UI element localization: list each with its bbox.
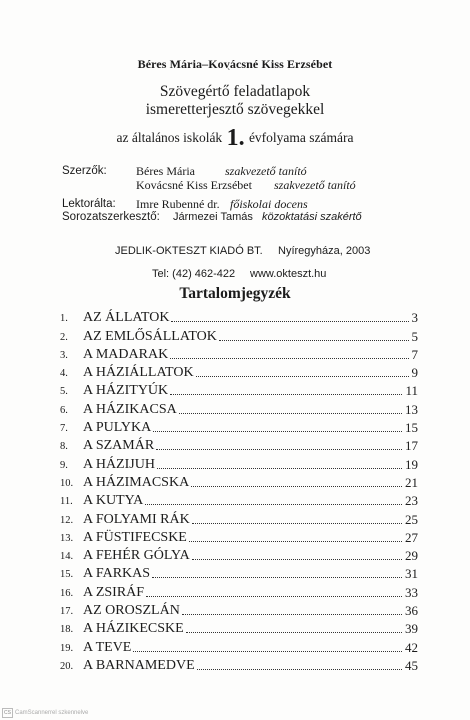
subtitle [0, 125, 470, 152]
toc-entry-title: A MADARAK [83, 346, 169, 362]
toc-entry-number: 18. [60, 624, 74, 636]
toc-entry-number: 7. [60, 423, 68, 435]
toc-entry [60, 472, 418, 490]
camscanner-icon: CS [2, 708, 13, 718]
subtitle-suffix: évfolyama számára [248, 130, 354, 145]
toc-title: Tartalomjegyzék [179, 285, 291, 302]
toc-entry-page: 36 [405, 603, 418, 619]
toc-entry-number: 19. [60, 642, 74, 654]
author1-role: szakvezető tanító [225, 164, 307, 178]
reviewer-label: Lektorálta: [62, 198, 116, 210]
toc-entry [60, 490, 418, 508]
toc-entry-title: A PULYKA [83, 420, 152, 436]
toc-entry-page: 21 [405, 474, 418, 490]
series-editor-label: Sorozatszerkesztő: [62, 211, 160, 223]
toc-entry-title: A FEHÉR GÓLYA [83, 548, 190, 564]
publisher-phone: Tel: (42) 462-422 [152, 268, 236, 280]
series-editor-name: Jármezei Tamás [173, 211, 253, 223]
toc-entry-number: 11. [60, 496, 73, 508]
toc-entry-number: 15. [60, 569, 74, 581]
toc-entry-page: 42 [405, 639, 418, 655]
toc-entry-page: 39 [405, 621, 418, 637]
subtitle-prefix: az általános iskolák [116, 130, 223, 145]
dot-leader [145, 504, 402, 505]
toc-entry-page: 11 [405, 383, 418, 399]
reviewer-name: Imre Rubenné dr. [136, 197, 220, 211]
toc-entry [60, 563, 418, 581]
table-of-contents [60, 307, 418, 673]
toc-entry-number: 16. [60, 587, 74, 599]
toc-entry-page: 23 [405, 493, 418, 509]
toc-entry-title: A FÜSTIFECSKE [83, 529, 187, 545]
toc-entry-title: A SZAMÁR [83, 438, 155, 454]
toc-entry-number: 5. [60, 386, 68, 398]
dot-leader [152, 577, 402, 578]
reviewer-role: főiskolai docens [230, 197, 308, 211]
author2-role: szakvezető tanító [274, 178, 356, 192]
toc-entry [60, 581, 418, 599]
dot-leader [192, 523, 402, 524]
dot-leader [191, 486, 402, 487]
toc-entry [60, 527, 418, 545]
dot-leader [157, 468, 402, 469]
toc-entry-title: A TEVE [83, 639, 132, 655]
dot-leader [170, 394, 402, 395]
series-editor-role: közoktatási szakértő [262, 211, 362, 223]
stray-mark: ` [227, 68, 231, 79]
toc-entry-page: 29 [405, 548, 418, 564]
toc-entry-page: 3 [411, 310, 418, 326]
toc-entry-title: A KUTYA [83, 493, 144, 509]
toc-entry [60, 325, 418, 343]
publisher-place-year: Nyíregyháza, 2003 [278, 245, 371, 257]
toc-entry-title: AZ OROSZLÁN [83, 603, 180, 619]
toc-entry-number: 6. [60, 404, 68, 416]
toc-entry [60, 453, 418, 471]
toc-entry [60, 417, 418, 435]
dot-leader [192, 559, 402, 560]
toc-entry-title: A HÁZIKECSKE [83, 621, 184, 637]
dot-leader [170, 358, 408, 359]
toc-entry-number: 1. [60, 313, 68, 325]
dot-leader [156, 449, 402, 450]
author2-name: Kovácsné Kiss Erzsébet [136, 178, 252, 192]
toc-entry-page: 7 [411, 346, 418, 362]
toc-entry [60, 508, 418, 526]
toc-entry-title: A HÁZIKACSA [83, 401, 177, 417]
toc-entry-title: A FOLYAMI RÁK [83, 511, 190, 527]
toc-entry [60, 545, 418, 563]
toc-entry-number: 8. [60, 441, 68, 453]
scanner-watermark [2, 708, 88, 718]
toc-entry-page: 13 [405, 401, 418, 417]
toc-entry [60, 307, 418, 325]
toc-entry-page: 33 [405, 584, 418, 600]
toc-entry-page: 17 [405, 438, 418, 454]
toc-entry [60, 655, 418, 673]
toc-entry-page: 25 [405, 511, 418, 527]
dot-leader [179, 413, 402, 414]
toc-entry-page: 15 [405, 420, 418, 436]
toc-entry-number: 13. [60, 532, 74, 544]
publisher-name: JEDLIK-OKTESZT KIADÓ BT. [115, 245, 263, 257]
toc-entry [60, 435, 418, 453]
title-line-2: ismeretterjesztő szövegekkel [145, 101, 325, 118]
toc-entry-number: 12. [60, 514, 74, 526]
toc-entry [60, 362, 418, 380]
toc-entry [60, 618, 418, 636]
toc-entry [60, 344, 418, 362]
watermark-text: CamScannerrel szkennelve [15, 710, 89, 716]
toc-entry-page: 27 [405, 529, 418, 545]
toc-entry-page: 31 [405, 566, 418, 582]
toc-entry [60, 380, 418, 398]
toc-entry [60, 398, 418, 416]
toc-entry-title: AZ EMLŐSÁLLATOK [83, 328, 217, 344]
toc-entry-page: 45 [405, 657, 418, 673]
toc-entry-title: A FARKAS [83, 566, 151, 582]
title-line-1: Szövegértő feladatlapok [159, 83, 311, 100]
dot-leader [153, 431, 402, 432]
dot-leader [189, 541, 402, 542]
dot-leader [186, 632, 402, 633]
authors-label: Szerzők: [62, 165, 107, 177]
dot-leader [196, 376, 409, 377]
toc-entry-title: AZ ÁLLATOK [83, 310, 170, 326]
toc-entry-number: 2. [60, 331, 68, 343]
publisher-website: www.okteszt.hu [250, 268, 327, 280]
subtitle-grade: 1. [226, 125, 245, 151]
toc-entry-number: 9. [60, 459, 68, 471]
dot-leader [146, 596, 402, 597]
toc-entry-number: 17. [60, 606, 74, 618]
toc-entry-title: A HÁZIÁLLATOK [83, 365, 194, 381]
toc-entry-number: 20. [60, 660, 74, 672]
dot-leader [133, 651, 402, 652]
toc-entry-number: 4. [60, 368, 68, 380]
toc-entry-number: 14. [60, 551, 74, 563]
toc-entry [60, 636, 418, 654]
toc-entry-title: A HÁZITYÚK [83, 383, 169, 399]
toc-entry-title: A HÁZIJUH [83, 456, 155, 472]
toc-entry-page: 19 [405, 456, 418, 472]
authors-line: Béres Mária–Kovácsné Kiss Erzsébet [137, 57, 333, 71]
toc-entry-title: A ZSIRÁF [83, 584, 145, 600]
author1-name: Béres Mária [136, 164, 195, 178]
toc-entry-number: 3. [60, 349, 68, 361]
dot-leader [182, 614, 402, 615]
toc-entry-page: 9 [411, 365, 418, 381]
toc-entry-page: 5 [411, 328, 418, 344]
dot-leader [197, 669, 402, 670]
dot-leader [171, 321, 408, 322]
toc-entry-number: 10. [60, 477, 74, 489]
toc-entry-title: A BARNAMEDVE [83, 657, 195, 673]
toc-entry [60, 600, 418, 618]
dot-leader [219, 340, 409, 341]
toc-entry-title: A HÁZIMACSKA [83, 474, 190, 490]
